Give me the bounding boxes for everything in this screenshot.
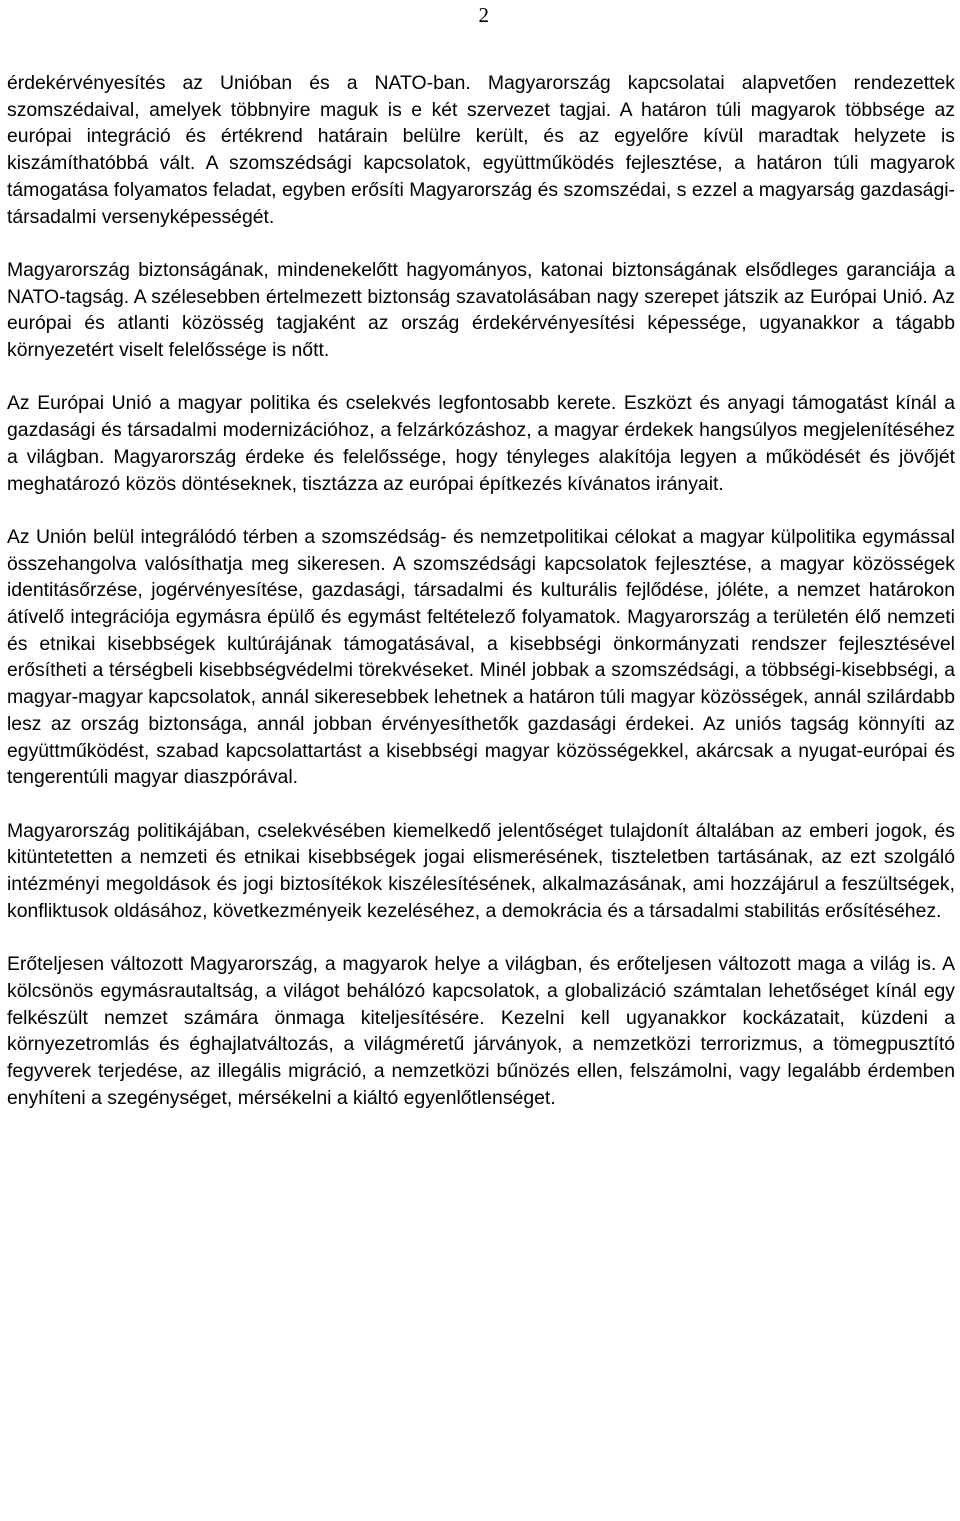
paragraph-changing-world: Erőteljesen változott Magyarország, a magyarok helye a világban, és erőteljesen változott maga a világ is. A kölcsönös egymásrautaltság, a világot behálózó kapcsolatok, a globalizáció számtalan lehetőséget kínál egy felkészült nemzet számára önmaga kiteljesítésére. Kezelni kell ugyanakkor kockázatait, küzdeni a környezetromlás és éghajlatváltozás, a világméretű járványok, a nemzetközi terrorizmus, a tömegpusztító fegyverek terjedése, az illegális migráció, a nemzetközi bűnözés ellen, felszámolni, vagy legalább érdemben enyhíteni a szegénységet, mérsékelni a kiáltó egyenlőtlenséget. xyxy=(7,953,955,1109)
paragraph-eu-nato-neighbours: érdekérvényesítés az Unióban és a NATO-ban. Magyarország kapcsolatai alapvetően rendezettek szomszédaival, amelyek többnyire maguk is e két szervezet tagjai. A határon túli magyarok többsége az európai integráció és értékrend határain belülre került, és az egyelőre kívül maradtak helyzete is kiszámíthatóbbá vált. A szomszédsági kapcsolatok, együttműködés fejlesztése, a határon túli magyarok támogatása folyamatos feladat, egyben erősíti Magyarország és szomszédai, s ezzel a magyarság gazdasági-társadalmi versenyképességét. xyxy=(7,72,955,228)
paragraph-security-nato: Magyarország biztonságának, mindenekelőtt hagyományos, katonai biztonságának elsődleges garanciája a NATO-tagság. A szélesebben értelmezett biztonság szavatolásában nagy szerepet játszik az Európai Unió. Az európai és atlanti közösség tagjaként az ország érdekérvényesítési képessége, ugyanakkor a tágabb környezetért viselt felelőssége is nőtt. xyxy=(7,258,955,362)
paragraph-european-union: Az Európai Unió a magyar politika és cselekvés legfontosabb kerete. Eszközt és anyagi támogatást kínál a gazdasági és társadalmi modernizációhoz, a felzárkózáshoz, a magyar érdekek hangsúlyos megjelenítéséhez a világban. Magyarország érdeke és felelőssége, hogy tényleges alakítója legyen a működését és jövőjét meghatározó közös döntéseknek, tisztázza az európai építkezés kívánatos irányait. xyxy=(7,392,955,495)
paragraph-human-rights: Magyarország politikájában, cselekvésében kiemelkedő jelentőséget tulajdonít általában az emberi jogok, és kitüntetetten a nemzeti és etnikai kisebbségek jogai elismerésének, tiszteletben tartásának, az ezt szolgáló intézményi megoldások és jogi biztosítékok kiszélesítésének, alkalmazásának, ami hozzájárul a feszültségek, konfliktusok oldásához, következményeik kezeléséhez, a demokrácia és a társadalmi stabilitás erősítéséhez. xyxy=(7,819,955,922)
page-number: 2 xyxy=(478,3,489,27)
paragraph-neighbourhood-policy: Az Unión belül integrálódó térben a szomszédság- és nemzetpolitikai célokat a magyar külpolitika egymással összehangolva valósíthatja meg sikeresen. A szomszédsági kapcsolatok fejlesztése, a magyar közösségek identitásőrzése, jogérvényesítése, gazdasági, társadalmi és kulturális fejlődése, jóléte, a nemzet határokon átívelő integrációja egymásra épülő és egymást feltételező folyamatok. Magyarország a területén élő nemzeti és etnikai kisebbségek kultúrájának támogatásával, a kisebbségi önkormányzati rendszer fejlesztésével erősítheti a térségbeli kisebbségvédelmi törekvéseket. Minél jobbak a szomszédsági, a többségi-kisebbségi, a magyar-magyar kapcsolatok, annál sikeresebbek lehetnek a határon túli magyar közösségek, annál szilárdabb lesz az ország biztonsága, annál jobban érvényesíthetők gazdasági érdekei. Az uniós tagság könnyíti az együttműködést, szabad kapcsolattartást a kisebbségi magyar közösségekkel, akárcsak a nyugat-európai és tengerentúli magyar diaszpórával. xyxy=(7,525,955,789)
document-body xyxy=(7,70,955,1111)
